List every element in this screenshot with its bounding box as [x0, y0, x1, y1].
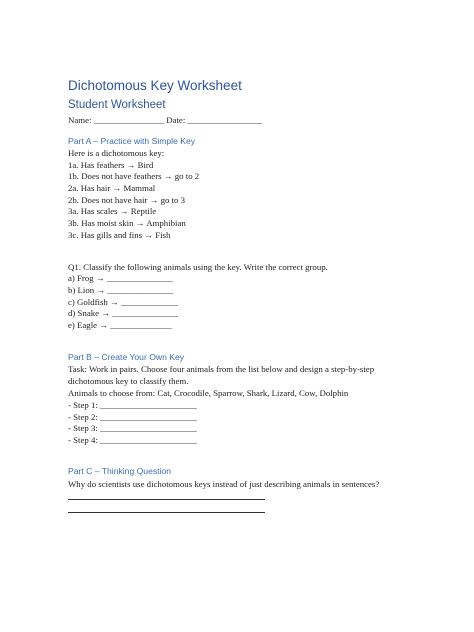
task-line: Task: Work in pairs. Choose four animals from the list below and design a step-by-step [68, 364, 375, 374]
name-date-line: Name: ________________ Date: _________________ [68, 115, 263, 125]
answer-rule [68, 512, 265, 513]
key-line: 3c. Has gills and fins → Fish [68, 230, 171, 240]
q1-prompt: Q1. Classify the following animals using the key. Write the correct group. [68, 262, 328, 272]
key-line: 1b. Does not have feathers → go to 2 [68, 171, 200, 181]
page-subtitle: Student Worksheet [68, 99, 166, 111]
task-line: dichotomous key to classify them. [68, 376, 189, 386]
step-line: - Step 1: ______________________ [68, 400, 197, 410]
step-line: - Step 2: ______________________ [68, 412, 197, 422]
part-a-intro: Here is a dichotomous key: [68, 148, 165, 158]
key-line: 3b. Has moist skin → Amphibian [68, 218, 186, 228]
answer-line: a) Frog → _______________ [68, 273, 173, 283]
key-line: 2a. Has hair → Mammal [68, 183, 156, 193]
key-line: 3a. Has scales → Reptile [68, 206, 157, 216]
step-line: - Step 3: ______________________ [68, 423, 197, 433]
answer-line: d) Snake → _______________ [68, 308, 179, 318]
key-line: 2b. Does not have hair → go to 3 [68, 195, 186, 205]
answer-line: b) Lion → _______________ [68, 285, 174, 295]
answer-rule [68, 499, 265, 500]
answer-line: e) Eagle → ______________ [68, 320, 172, 330]
part-c-question: Why do scientists use dichotomous keys instead of just describing animals in sentences? [68, 479, 380, 489]
page-title: Dichotomous Key Worksheet [68, 78, 242, 93]
part-b-heading: Part B – Create Your Own Key [68, 352, 185, 362]
part-c-heading: Part C – Thinking Question [68, 466, 172, 476]
animals-list: Animals to choose from: Cat, Crocodile, Sparrow, Shark, Lizard, Cow, Dolphin [68, 388, 349, 398]
part-a-heading: Part A – Practice with Simple Key [68, 136, 196, 146]
key-line: 1a. Has feathers → Bird [68, 160, 154, 170]
step-line: - Step 4: ______________________ [68, 435, 197, 445]
answer-line: c) Goldfish → _____________ [68, 297, 179, 307]
